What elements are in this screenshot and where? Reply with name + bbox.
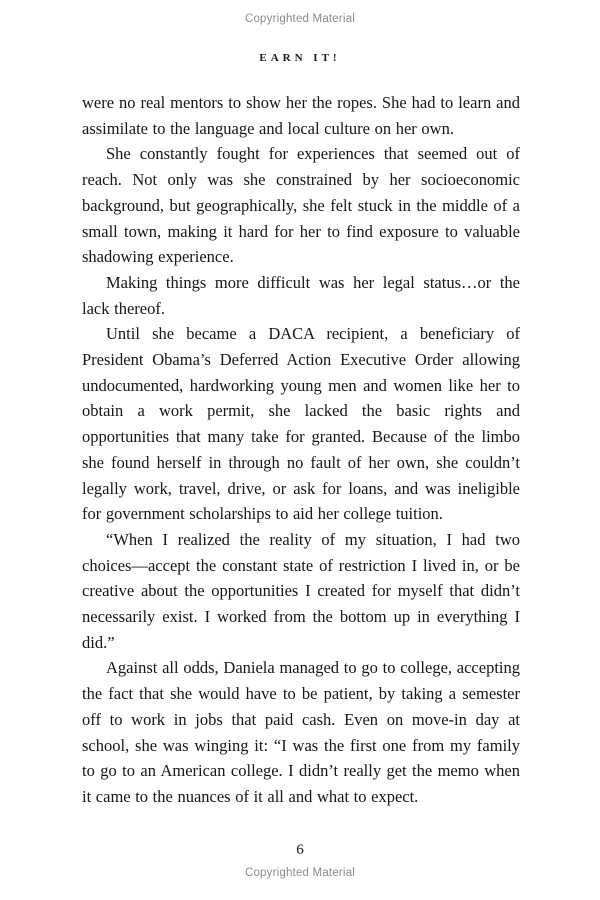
body-paragraph: Until she became a DACA recipient, a beneficiary of President Obama’s Deferred Action Executive Order allowing undocumented, hardworking young men and women like her to obtain a work permit, she lacked the basic rights and opportunities that many take for granted. Because of the limbo she found herself in through no fault of her own, she couldn’t legally work, travel, drive, or ask for loans, and was ineligible for government scholarships to aid her college tuition. [82, 324, 520, 524]
body-paragraph: were no real mentors to show her the ropes. She had to learn and assimilate to the language and local culture on her own. [82, 93, 520, 138]
copyright-notice-top: Copyrighted Material [244, 13, 356, 25]
page-number: 6 [296, 842, 304, 858]
body-paragraph: Against all odds, Daniela managed to go to college, accepting the fact that she would have to be patient, by taking a semester off to work in jobs that paid cash. Even on move-in day at school, she was winging it: “I was the first one from my family to go to an American college. I didn’t really get the memo when it came to the nuances of it all and what to expect. [82, 658, 520, 806]
copyright-notice-bottom: Copyrighted Material [244, 867, 356, 879]
body-paragraph: “When I realized the reality of my situation, I had two choices—accept the constant state of restriction I lived in, or be creative about the opportunities I created for myself that didn’t necessarily exist. I worked from the bottom up in everything I did.” [82, 529, 520, 652]
running-header: EARN IT! [259, 52, 341, 64]
body-paragraph: Making things more difficult was her legal status…or the lack thereof. [82, 272, 520, 318]
body-paragraph: She constantly fought for experiences that seemed out of reach. Not only was she constrained by her socioeconomic background, but geographically, she felt stuck in the middle of a small town, making it hard for her to find exposure to valuable shadowing experience. [82, 144, 520, 267]
body-text-block [82, 90, 520, 810]
